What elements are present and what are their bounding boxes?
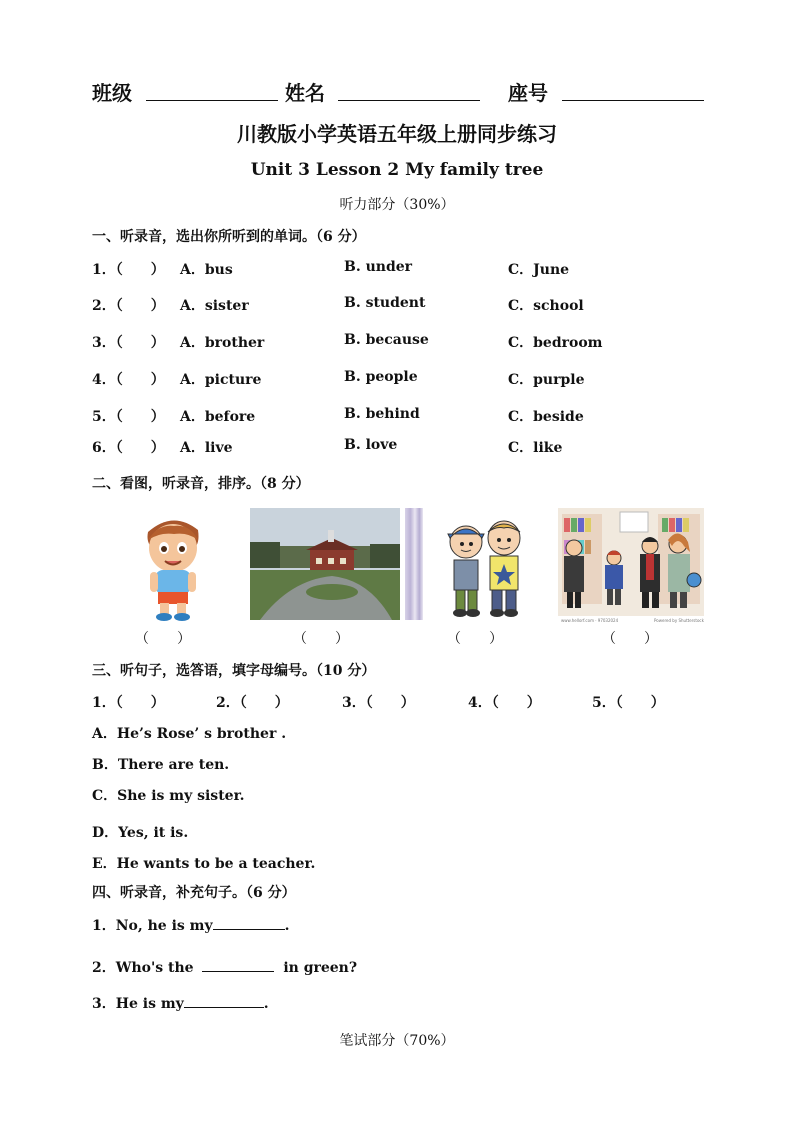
option-a: A．picture	[180, 372, 262, 388]
option-b: B. because	[344, 332, 429, 348]
picture3-answer-paren[interactable]: （ ）	[447, 631, 503, 647]
seat-label: 座号	[508, 81, 548, 105]
watermark-left: www.hellorf.com · 97032024	[561, 618, 619, 623]
sentence2-start: 2．Who's the	[92, 960, 194, 976]
sentence2-end: in green?	[283, 960, 358, 976]
answer-slot-3[interactable]: 3．（ ）	[342, 695, 415, 711]
option-b: B. student	[344, 295, 426, 311]
question-number-paren[interactable]: 4．（ ）	[92, 372, 165, 388]
listening-part-label: 听力部分（30%）	[339, 197, 455, 213]
option-c: C．bedroom	[508, 335, 603, 351]
name-label: 姓名	[285, 81, 325, 105]
seat-input-line[interactable]	[562, 80, 704, 101]
option-a: A．bus	[180, 262, 233, 278]
answer-slot-1[interactable]: 1．（ ）	[92, 695, 165, 711]
sentence1-end: .	[284, 918, 290, 934]
school-building-image	[250, 508, 400, 620]
response-option: C．She is my sister.	[92, 788, 245, 804]
sentence3	[92, 993, 269, 1013]
picture1-answer-paren[interactable]: （ ）	[135, 631, 191, 647]
response-option: A．He’s Rose’ s brother .	[92, 726, 287, 742]
section3-heading: 三、听句子，选答语，填字母编号。（10 分）	[92, 663, 376, 679]
option-b: B. behind	[344, 406, 420, 422]
section4-heading: 四、听录音，补充句子。（6 分）	[92, 885, 296, 901]
option-c: C．purple	[508, 372, 585, 388]
family-library-image	[558, 508, 704, 624]
option-c: C．beside	[508, 409, 584, 425]
option-a: A．live	[180, 440, 233, 456]
class-label: 班级	[92, 81, 132, 105]
divider-strip	[405, 508, 423, 620]
answer-slot-4[interactable]: 4．（ ）	[468, 695, 541, 711]
question-number-paren[interactable]: 5．（ ）	[92, 409, 165, 425]
sentence3-start: 3．He is my	[92, 996, 184, 1012]
response-option: E．He wants to be a teacher.	[92, 856, 316, 872]
sentence1	[92, 915, 289, 935]
written-part-label: 笔试部分（70%）	[339, 1033, 455, 1049]
sentence3-blank[interactable]	[184, 993, 264, 1008]
question-number-paren[interactable]: 3．（ ）	[92, 335, 165, 351]
question-number-paren[interactable]: 1．（ ）	[92, 262, 165, 278]
option-a: A．brother	[180, 335, 265, 351]
answer-slot-5[interactable]: 5．（ ）	[592, 695, 665, 711]
option-b: B. love	[344, 437, 398, 453]
sentence2	[92, 957, 357, 977]
section1-heading: 一、听录音，选出你所听到的单词。（6 分）	[92, 229, 366, 245]
option-c: C．school	[508, 298, 584, 314]
sentence3-end: .	[263, 996, 269, 1012]
question-number-paren[interactable]: 6．（ ）	[92, 440, 165, 456]
option-c: C．June	[508, 262, 570, 278]
watermark-right: Powered by Shutterstock	[654, 618, 704, 623]
section2-heading: 二、看图，听录音，排序。（8 分）	[92, 476, 310, 492]
page-title: 川教版小学英语五年级上册同步练习	[237, 122, 557, 146]
sentence2-blank[interactable]	[202, 957, 274, 972]
picture2-answer-paren[interactable]: （ ）	[293, 631, 349, 647]
two-kids-image	[440, 518, 532, 620]
option-a: A．sister	[180, 298, 249, 314]
class-input-line[interactable]	[146, 80, 278, 101]
picture4-answer-paren[interactable]: （ ）	[602, 631, 658, 647]
unit-subtitle: Unit 3 Lesson 2 My family tree	[250, 160, 544, 180]
response-option: B．There are ten.	[92, 757, 230, 773]
option-b: B. people	[344, 369, 418, 385]
boy-cartoon-image	[128, 510, 218, 622]
option-b: B. under	[344, 259, 413, 275]
response-option: D．Yes, it is.	[92, 825, 189, 841]
option-c: C．like	[508, 440, 563, 456]
option-a: A．before	[180, 409, 256, 425]
sentence1-blank[interactable]	[213, 915, 285, 930]
question-number-paren[interactable]: 2．（ ）	[92, 298, 165, 314]
name-input-line[interactable]	[338, 80, 480, 101]
sentence1-start: 1．No, he is my	[92, 918, 213, 934]
answer-slot-2[interactable]: 2．（ ）	[216, 695, 289, 711]
